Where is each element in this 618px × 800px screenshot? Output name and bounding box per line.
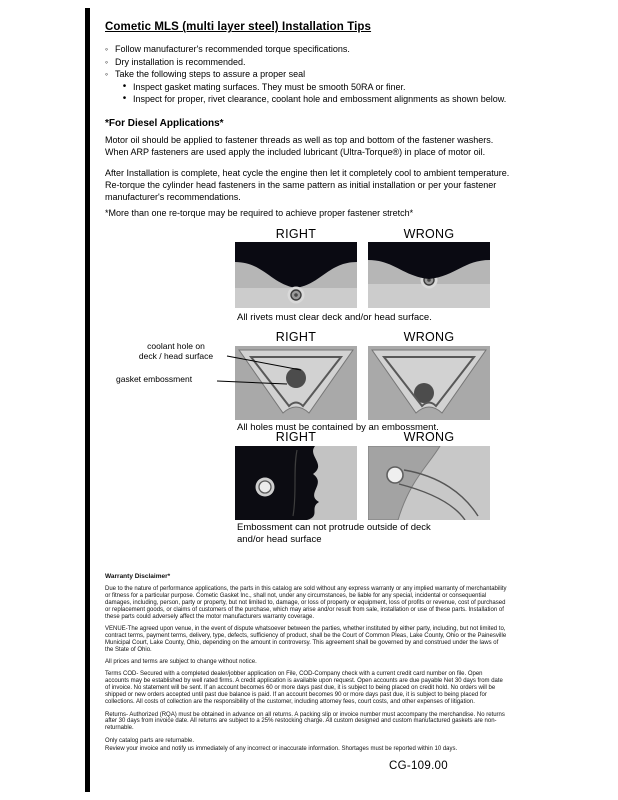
- diagram-caption: Embossment can not protrude outside of deck and/or head surface: [237, 522, 431, 545]
- disclaimer-paragraph: Terms COD- Secured with a completed dealer/jobber application on File, COD-Company check with a current credit card number on file. Open accounts may be established by well rated firms. A credit application is available upon request. Open accounts are due payable Net 30 days from date of invoice. No statement will be sent. If an account becomes 60 or more days past due, it is subject to being placed on credit hold. No orders will be shipped or new orders accepted until past due balance is paid. If an account becomes 90 or more days past due, it is subject to being placed for collections. All costs of collection are the responsibility of the customer, including attorney fees, court costs, and other expenses of litigation.: [105, 671, 503, 706]
- diagram-embossment-right: [235, 446, 357, 520]
- callout-text: deck / head surface: [138, 351, 214, 361]
- open-bullet-icon: ◦: [104, 56, 109, 67]
- right-column-header: RIGHT: [275, 227, 317, 241]
- warranty-disclaimer: [105, 574, 507, 758]
- right-column-header: RIGHT: [275, 430, 317, 444]
- tips-list: [103, 43, 523, 106]
- diesel-applications-heading: *For Diesel Applications*: [105, 118, 224, 129]
- wrong-column-header: WRONG: [403, 330, 455, 344]
- diagram-rivets-wrong: [368, 242, 490, 308]
- disclaimer-paragraph: All prices and terms are subject to change without notice.: [105, 659, 257, 666]
- callout-leader-lines: [205, 340, 315, 395]
- gasket-embossment-callout: gasket embossment: [116, 374, 193, 384]
- list-item: [103, 56, 523, 69]
- retorque-note: *More than one re-torque may be required to achieve proper fastener stretch*: [105, 208, 414, 218]
- list-item: [103, 81, 523, 94]
- left-margin-rule: [85, 8, 90, 792]
- diagram-caption: All holes must be contained by an embossment.: [237, 422, 439, 433]
- tip-text: Inspect gasket mating surfaces. They must be smooth 50RA or finer.: [133, 81, 406, 92]
- diagram-caption: All rivets must clear deck and/or head surface.: [237, 312, 432, 323]
- list-item: [103, 43, 523, 56]
- filled-bullet-icon: •: [122, 80, 127, 92]
- wrong-column-header: WRONG: [403, 227, 455, 241]
- callout-text: coolant hole on: [147, 341, 205, 351]
- open-bullet-icon: ◦: [104, 69, 109, 79]
- open-bullet-icon: ◦: [104, 44, 109, 54]
- diagram-embossment-wrong: [368, 446, 490, 520]
- diesel-paragraph: After Installation is complete, heat cycle the engine then let it completely cool to ambient temperature. Re-torque the cylinder head fasteners in the same pattern as initial installation or per your fastener manufacturer's recommendations.: [105, 168, 510, 202]
- disclaimer-paragraph: VENUE-The agreed upon venue, in the event of dispute whatsoever between the parties, whether instituted by either party, including, but not limited to, contract terms, payment terms, delivery, type, defects, sufficiency of product, shall be the Court of Common Pleas, Lake County, Ohio or the Painesville Municipal Court, Lake County, Ohio, depending on the amount in controversy. This agreement shall be governed by and construed under the laws of the State of Ohio.: [105, 625, 507, 653]
- right-column-header: RIGHT: [275, 330, 317, 344]
- disclaimer-paragraph: Due to the nature of performance applications, the parts in this catalog are sold without any express warranty or any implied warranty of merchantability or fitness for a particular purpose. Cometic Gasket Inc., shall not, under any circumstances, be liable for any special, incidental or consequential damages, including, person, party or property, but not limited to, damage, or loss of property or equipment, loss of profits or revenue, cost of purchased or replacement goods, or claims of customers of the purchase, which may arise and/or result from sale, installation or use of these parts. Installation of these parts could adversely affect the motor manufacturers warranty coverage.: [105, 585, 507, 620]
- disclaimer-paragraph: Review your invoice and notify us immediately of any incorrect or inaccurate information. Shortages must be reported within 10 days.: [105, 745, 458, 752]
- page-title: Cometic MLS (multi layer steel) Installation Tips: [105, 21, 372, 33]
- tip-text: Follow manufacturer's recommended torque specifications.: [115, 44, 350, 54]
- disclaimer-heading: Warranty Disclaimer*: [105, 573, 171, 580]
- tip-text: Dry installation is recommended.: [115, 56, 246, 67]
- diagram-rivets-right: [235, 242, 357, 308]
- list-item: [103, 68, 523, 81]
- list-item: [103, 93, 523, 106]
- tip-text: Take the following steps to assure a proper seal: [115, 69, 306, 79]
- diesel-paragraph: Motor oil should be applied to fastener threads as well as top and bottom of the fastener washers. When ARP fasteners are used apply the included lubricant (Ultra-Torque®) in place of motor oil.: [105, 135, 494, 157]
- diagram-holes-wrong: [368, 346, 490, 420]
- wrong-column-header: WRONG: [403, 430, 455, 444]
- disclaimer-paragraph: Only catalog parts are returnable.: [105, 737, 195, 744]
- tip-text: Inspect for proper, rivet clearance, coolant hole and embossment alignments as shown below.: [133, 94, 507, 104]
- catalog-page-code: CG-109.00: [389, 760, 448, 772]
- filled-bullet-icon: •: [122, 93, 127, 104]
- disclaimer-paragraph: Returns- Authorized (RQA) must be obtained in advance on all returns. A packing slip or invoice number must accompany the merchandise. No returns after 30 days from invoice date. All returns are subject to a 25% restocking charge. All custom designed and custom manufactured gaskets are non-returnable.: [105, 711, 505, 732]
